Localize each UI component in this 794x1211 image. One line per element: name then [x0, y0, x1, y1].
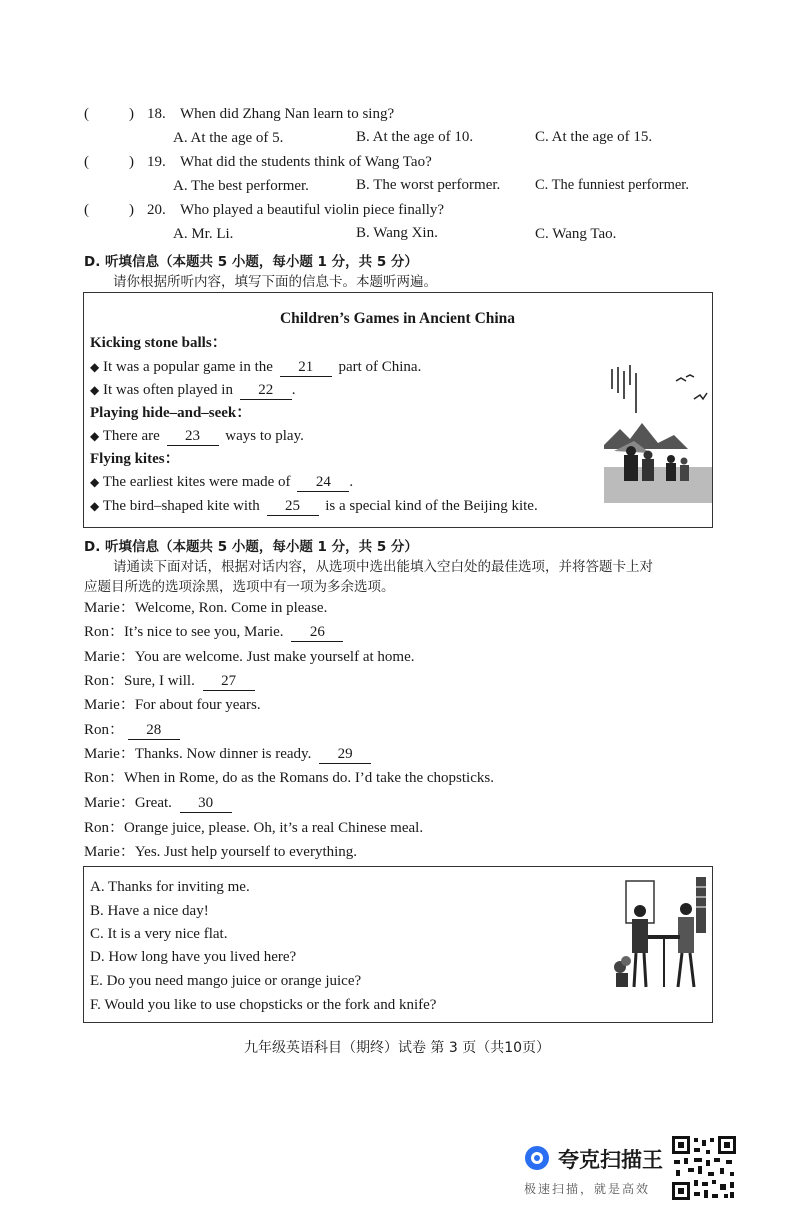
- watermark-brand: 夸克扫描王: [558, 1148, 663, 1172]
- blank-23: 23: [167, 428, 219, 446]
- question-text: Who played a beautiful violin piece finally?: [180, 202, 445, 218]
- answer-paren-close: ): [129, 106, 134, 122]
- option-b: B. The worst performer.: [356, 177, 501, 193]
- blank-29: 29: [319, 746, 371, 764]
- answer-paren-open: (: [84, 202, 89, 218]
- section-instruction: 请通读下面对话，根据对话内容，从选项中选出能填入空白处的最佳选项，并将答题卡上对: [113, 559, 653, 575]
- utterance: Great.: [134, 795, 172, 811]
- speaker: Ron：: [84, 820, 125, 836]
- utterance: When in Rome, do as the Romans do. I’d take the chopsticks.: [124, 770, 494, 786]
- line-text: .: [349, 474, 354, 490]
- question-text: When did Zhang Nan learn to sing?: [180, 106, 395, 122]
- dialogue-line: [84, 793, 232, 813]
- blank-22: 22: [240, 382, 292, 400]
- utterance: You are welcome. Just make yourself at home.: [134, 649, 415, 665]
- blank-30: 30: [180, 795, 232, 813]
- speaker: Ron：: [84, 770, 125, 786]
- speaker: Marie：: [84, 844, 135, 860]
- info-card-title: Children’s Games in Ancient China: [279, 310, 516, 327]
- subheading-flying-kites: Flying kites：: [90, 451, 180, 467]
- choice-option: D. How long have you lived here?: [90, 949, 297, 965]
- question-text: What did the students think of Wang Tao?: [180, 154, 432, 170]
- subheading-hide-and-seek: Playing hide–and–seek：: [90, 405, 252, 421]
- speaker: Ron：: [84, 624, 125, 640]
- blank-28: 28: [128, 722, 180, 740]
- bullet-icon: ◆: [90, 429, 100, 443]
- bullet-icon: ◆: [90, 383, 100, 397]
- blank-25: 25: [267, 498, 319, 516]
- qr-code-icon: [672, 1136, 736, 1200]
- speaker: Marie：: [84, 600, 135, 616]
- option-b: B. Wang Xin.: [356, 225, 438, 241]
- section-instruction: 应题目所选的选项涂黑，选项中有一项为多余选项。: [84, 579, 395, 595]
- utterance: It’s nice to see you, Marie.: [124, 624, 284, 640]
- speaker: Marie：: [84, 649, 135, 665]
- dialogue-line: [84, 842, 357, 862]
- option-c: C. Wang Tao.: [535, 226, 617, 242]
- dialogue-line: [84, 622, 343, 642]
- question-number: 19.: [147, 154, 166, 170]
- bullet-icon: ◆: [90, 499, 100, 513]
- utterance: For about four years.: [134, 697, 261, 713]
- speaker: Ron：: [84, 673, 125, 689]
- line-text: .: [291, 382, 296, 398]
- info-card: [83, 292, 713, 528]
- dialogue-line: [84, 695, 261, 715]
- section-heading: D. 听填信息（本题共 5 小题，每小题 1 分，共 5 分）: [84, 539, 418, 555]
- answer-paren-close: ): [129, 202, 134, 218]
- options-box: [83, 866, 713, 1023]
- quark-logo-icon: [524, 1145, 550, 1171]
- card-line-22: [90, 380, 295, 400]
- option-a: A. At the age of 5.: [173, 130, 284, 146]
- dialogue-line: [84, 818, 423, 838]
- question-number: 20.: [147, 202, 166, 218]
- speaker: Ron：: [84, 722, 125, 738]
- line-text: ways to play.: [225, 428, 304, 444]
- answer-paren-open: (: [84, 154, 89, 170]
- choice-option: A. Thanks for inviting me.: [90, 879, 250, 895]
- line-text: part of China.: [338, 359, 422, 375]
- utterance: Sure, I will.: [124, 673, 195, 689]
- dialogue-line: [84, 598, 327, 618]
- speaker: Marie：: [84, 746, 135, 762]
- utterance: Welcome, Ron. Come in please.: [134, 600, 328, 616]
- blank-21: 21: [280, 359, 332, 377]
- line-text: The bird–shaped kite with: [102, 498, 260, 514]
- ancient-kite-illustration: [604, 363, 712, 503]
- line-text: The earliest kites were made of: [102, 474, 291, 490]
- line-text: It was often played in: [102, 382, 233, 398]
- line-text: is a special kind of the Beijing kite.: [325, 498, 538, 514]
- choice-option: F. Would you like to use chopsticks or the fork and knife?: [90, 997, 437, 1013]
- section-heading: D. 听填信息（本题共 5 小题，每小题 1 分，共 5 分）: [84, 254, 418, 270]
- blank-26: 26: [291, 624, 343, 642]
- utterance: Orange juice, please. Oh, it’s a real Chinese meal.: [124, 820, 424, 836]
- bullet-icon: ◆: [90, 360, 100, 374]
- answer-paren-open: (: [84, 106, 89, 122]
- watermark-slogan: 极速扫描，就是高效: [524, 1182, 651, 1196]
- option-a: A. The best performer.: [173, 178, 309, 194]
- blank-27: 27: [203, 673, 255, 691]
- option-c: C. At the age of 15.: [535, 129, 653, 145]
- page-footer: 九年级英语科目（期终）试卷 第 3 页（共10页）: [243, 1040, 551, 1056]
- option-c: C. The funniest performer.: [535, 177, 689, 193]
- card-line-21: [90, 357, 421, 377]
- dinner-scene-illustration: [608, 875, 708, 995]
- question-number: 18.: [147, 106, 166, 122]
- option-a: A. Mr. Li.: [173, 226, 234, 242]
- dialogue-line: [84, 720, 180, 740]
- dialogue-line: [84, 768, 494, 788]
- subheading-kicking: Kicking stone balls：: [90, 335, 227, 351]
- line-text: There are: [102, 428, 160, 444]
- dialogue-line: [84, 671, 255, 691]
- section-instruction: 请你根据所听内容，填写下面的信息卡。本题听两遍。: [113, 274, 437, 290]
- utterance: Yes. Just help yourself to everything.: [134, 844, 358, 860]
- blank-24: 24: [297, 474, 349, 492]
- line-text: It was a popular game in the: [102, 359, 273, 375]
- choice-option: B. Have a nice day!: [90, 903, 209, 919]
- utterance: Thanks. Now dinner is ready.: [134, 746, 312, 762]
- option-b: B. At the age of 10.: [356, 129, 474, 145]
- choice-option: E. Do you need mango juice or orange juice?: [90, 973, 362, 989]
- card-line-25: [90, 496, 538, 516]
- card-line-23: [90, 426, 304, 446]
- choice-option: C. It is a very nice flat.: [90, 926, 228, 942]
- bullet-icon: ◆: [90, 475, 100, 489]
- dialogue-line: [84, 744, 371, 764]
- dialogue-line: [84, 647, 415, 667]
- speaker: Marie：: [84, 795, 135, 811]
- speaker: Marie：: [84, 697, 135, 713]
- card-line-24: [90, 472, 353, 492]
- answer-paren-close: ): [129, 154, 134, 170]
